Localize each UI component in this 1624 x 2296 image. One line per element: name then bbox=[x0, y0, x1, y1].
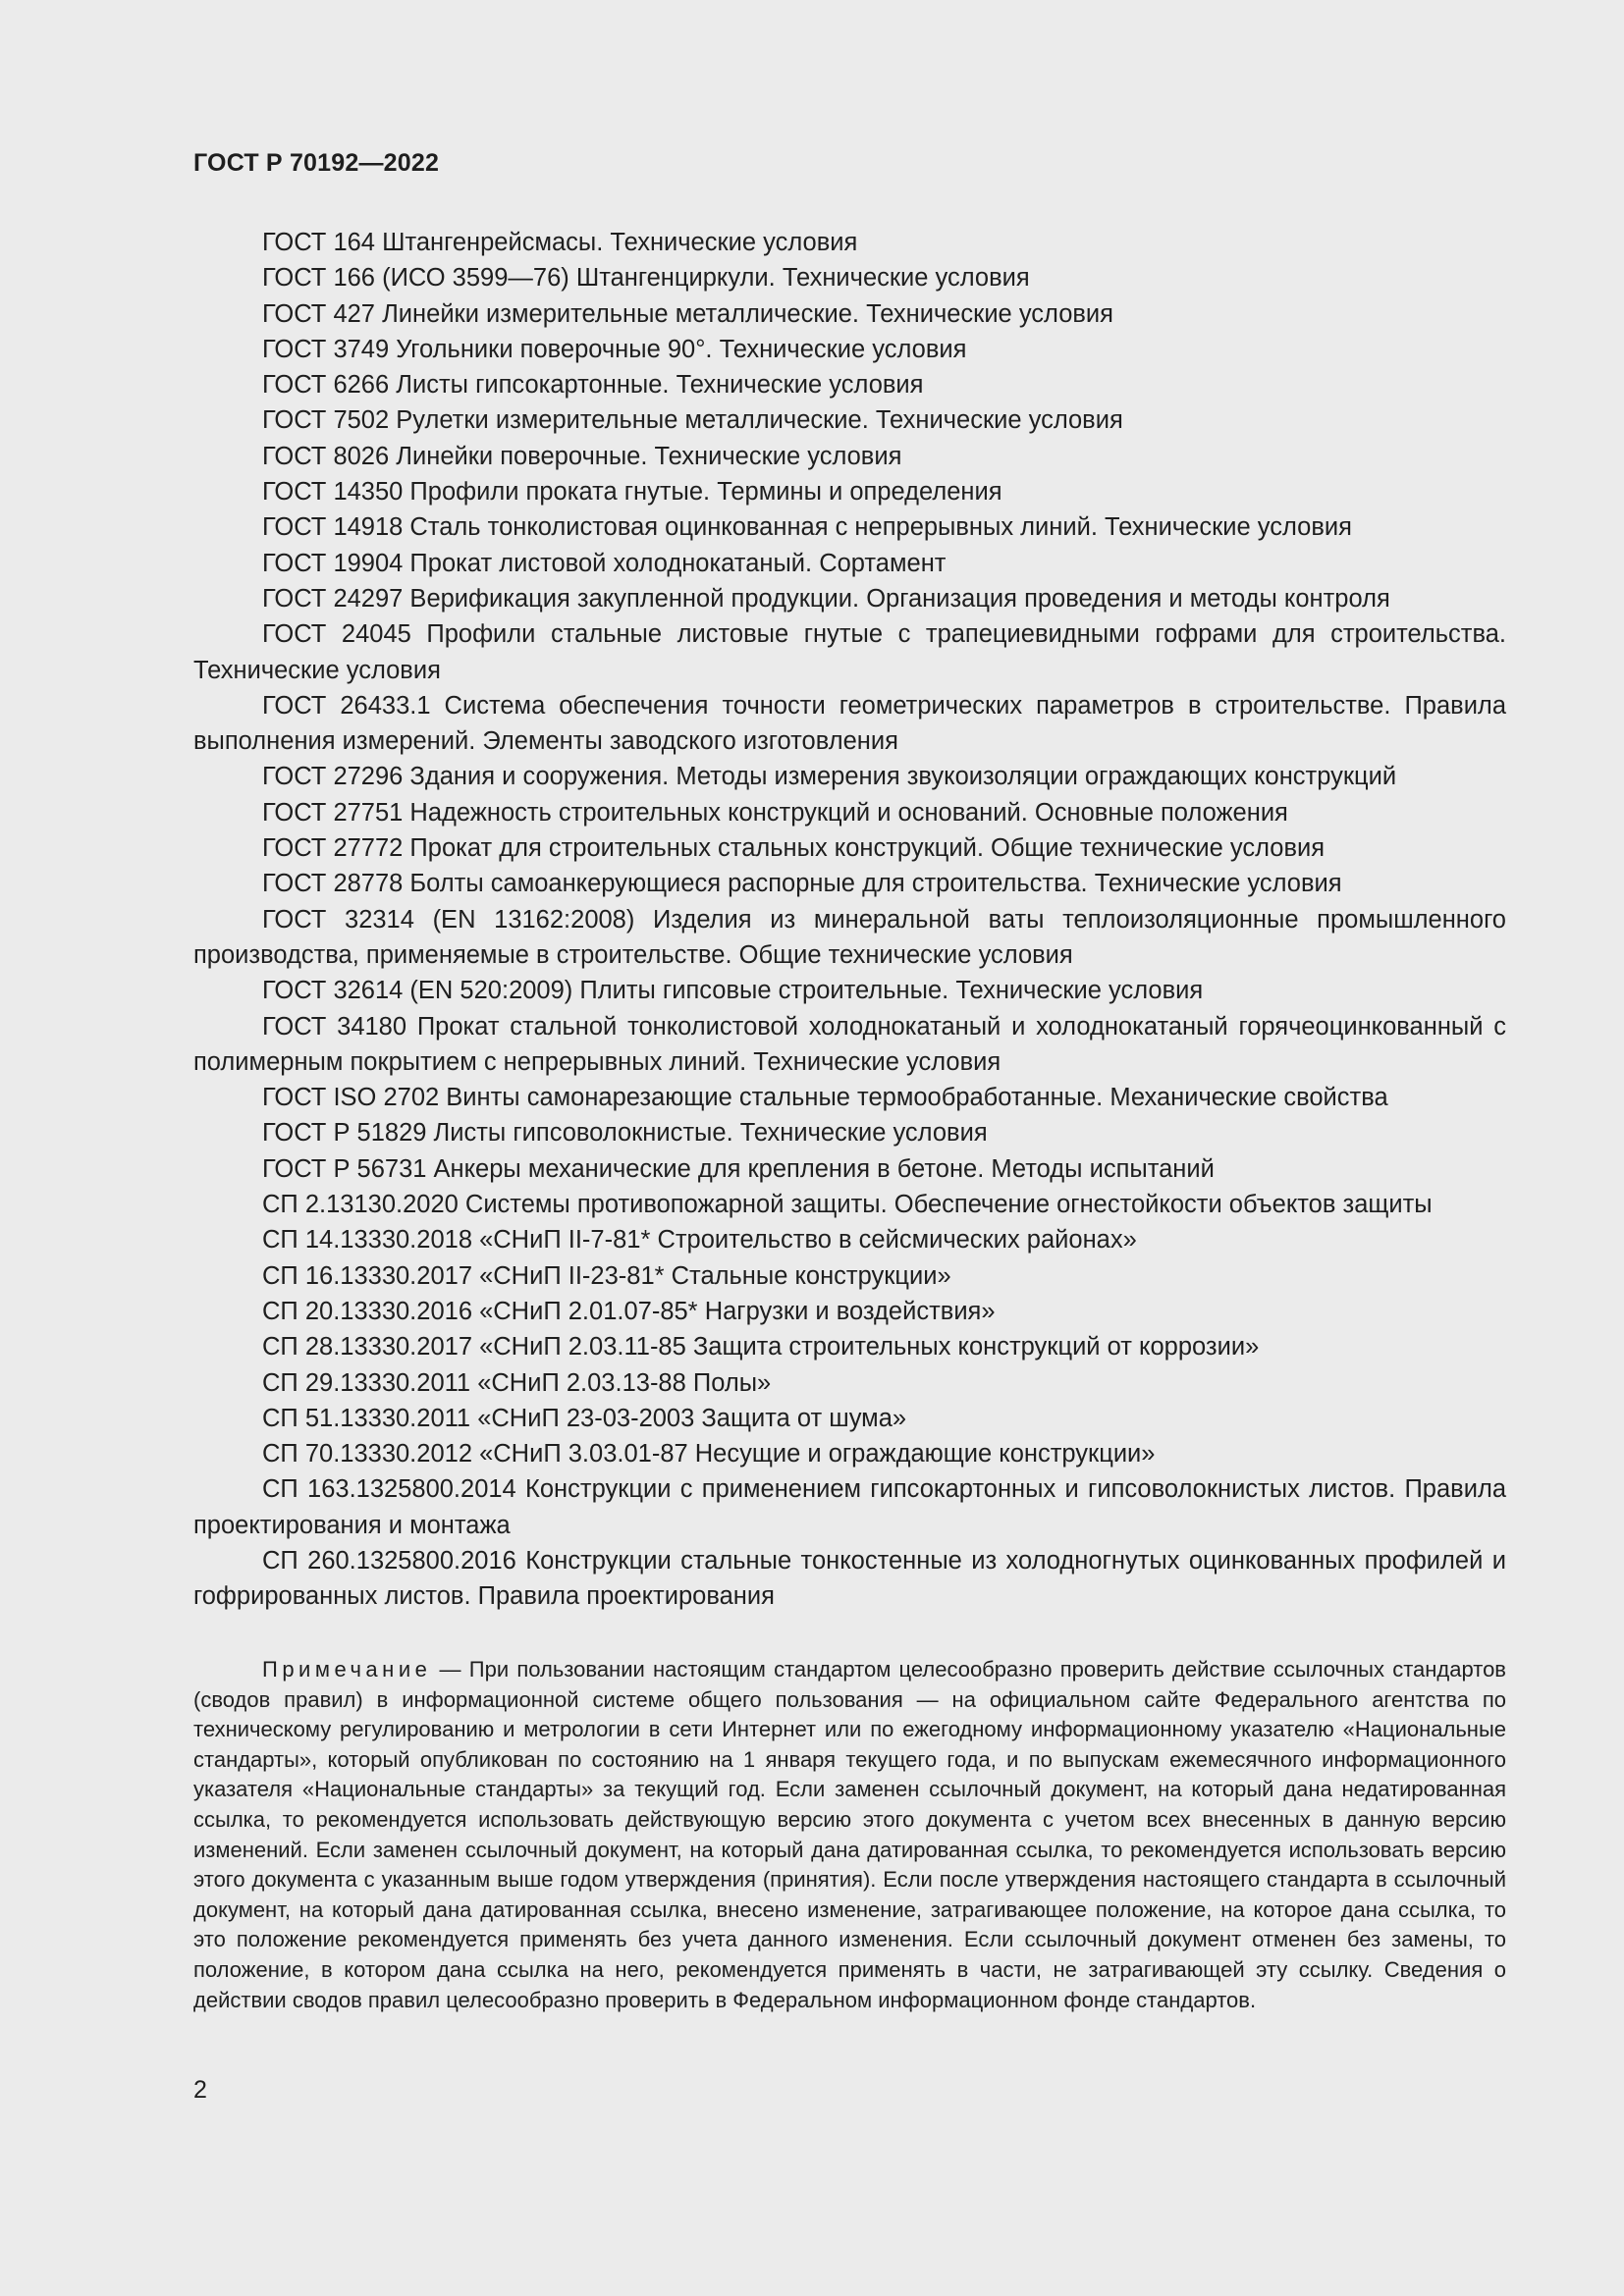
reference-item: ГОСТ 24045 Профили стальные листовые гнутые с трапециевидными гофрами для строительства. Технические условия bbox=[193, 620, 1506, 684]
reference-item: ГОСТ 164 Штангенрейсмасы. Технические условия bbox=[262, 229, 858, 256]
reference-item: ГОСТ 26433.1 Система обеспечения точности геометрических параметров в строительстве. Правила выполнения измерений. Элементы заводского изготовления bbox=[193, 691, 1506, 756]
reference-item: СП 28.13330.2017 «СНиП 2.03.11-85 Защита строительных конструкций от коррозии» bbox=[262, 1333, 1260, 1362]
reference-item: ГОСТ 7502 Рулетки измерительные металлические. Технические условия bbox=[262, 406, 1123, 435]
reference-item: ГОСТ 6266 Листы гипсокартонные. Технические условия bbox=[262, 371, 924, 400]
reference-item: ГОСТ 32314 (EN 13162:2008) Изделия из минеральной ваты теплоизоляционные промышленного производства, применяемые в строительстве. Общие технические условия bbox=[193, 905, 1506, 969]
reference-item: СП 20.13330.2016 «СНиП 2.01.07-85* Нагрузки и воздействия» bbox=[262, 1297, 996, 1325]
reference-item: ГОСТ 24297 Верификация закупленной продукции. Организация проведения и методы контроля bbox=[262, 584, 1390, 613]
note-paragraph bbox=[193, 1655, 1506, 2015]
reference-item: ГОСТ 27751 Надежность строительных конструкций и оснований. Основные положения bbox=[262, 798, 1288, 827]
reference-item: СП 14.13330.2018 «СНиП II-7-81* Строительство в сейсмических районах» bbox=[262, 1226, 1137, 1255]
note-label: Примечание bbox=[262, 1657, 432, 1682]
note-text: — При пользовании настоящим стандартом целесообразно проверить действие ссылочных стандартов (сводов правил) в информационной системе общего пользования — на официальном сайте Федерального агентства по техническому регулированию и метрологии в сети Интернет или по ежегодному информационному указателю «Национальные стандарты», который опубликован по состоянию на 1 января текущего года, и по выпускам ежемесячного информационного указателя «Национальные стандарты» за текущий год. Если заменен ссылочный документ, на который дана недатированная ссылка, то рекомендуется использовать действующую версию этого документа с учетом всех внесенных в данную версию изменений. Если заменен ссылочный документ, на который дана датированная ссылка, то рекомендуется использовать версию этого документа с указанным выше годом утверждения (принятия). Если после утверждения настоящего стандарта в ссылочный документ, на который дана датированная ссылка, внесено изменение, затрагивающее положение, на которое дана ссылка, то это положение рекомендуется применять без учета данного изменения. Если ссылочный документ отменен без замены, то положение, в котором дана ссылка на него, рекомендуется применять в части, не затрагивающей эту ссылку. Сведения о действии сводов правил целесообразно проверить в Федеральном информационном фонде стандартов. bbox=[193, 1657, 1506, 2012]
reference-item: ГОСТ 166 (ИСО 3599—76) Штангенциркули. Технические условия bbox=[262, 264, 1030, 293]
reference-item: ГОСТ 14350 Профили проката гнутые. Термины и определения bbox=[262, 478, 1002, 507]
reference-item: СП 29.13330.2011 «СНиП 2.03.13-88 Полы» bbox=[262, 1368, 772, 1397]
reference-item: ГОСТ 8026 Линейки поверочные. Технические условия bbox=[262, 442, 902, 470]
reference-item: ГОСТ 27772 Прокат для строительных стальных конструкций. Общие технические условия bbox=[262, 834, 1326, 863]
reference-item: СП 51.13330.2011 «СНиП 23-03-2003 Защита от шума» bbox=[262, 1404, 907, 1432]
reference-item: СП 16.13330.2017 «СНиП II-23-81* Стальные конструкции» bbox=[262, 1261, 951, 1290]
reference-item: ГОСТ 28778 Болты самоанкерующиеся распорные для строительства. Технические условия bbox=[262, 870, 1342, 898]
reference-item: ГОСТ Р 56731 Анкеры механические для крепления в бетоне. Методы испытаний bbox=[262, 1154, 1215, 1183]
page-number: 2 bbox=[193, 2076, 207, 2104]
reference-item: СП 163.1325800.2014 Конструкции с применением гипсокартонных и гипсоволокнистых листов. Правила проектирования и монтажа bbox=[193, 1475, 1506, 1539]
reference-item: СП 70.13330.2012 «СНиП 3.03.01-87 Несущие и ограждающие конструкции» bbox=[262, 1440, 1156, 1468]
reference-item: ГОСТ 27296 Здания и сооружения. Методы измерения звукоизоляции ограждающих конструкций bbox=[262, 763, 1397, 791]
document-designation: ГОСТ Р 70192—2022 bbox=[193, 149, 440, 177]
reference-item: ГОСТ 34180 Прокат стальной тонколистовой холоднокатаный и холоднокатаный горячеоцинкованный с полимерным покрытием с непрерывных линий. Технические условия bbox=[193, 1012, 1506, 1076]
reference-item: СП 260.1325800.2016 Конструкции стальные тонкостенные из холодногнутых оцинкованных профилей и гофрированных листов. Правила проектирования bbox=[193, 1546, 1506, 1611]
reference-item: ГОСТ 427 Линейки измерительные металлические. Технические условия bbox=[262, 299, 1113, 328]
reference-item: ГОСТ 3749 Угольники поверочные 90°. Технические условия bbox=[262, 335, 967, 363]
reference-item: СП 2.13130.2020 Системы противопожарной защиты. Обеспечение огнестойкости объектов защиты bbox=[262, 1191, 1433, 1219]
reference-item: ГОСТ Р 51829 Листы гипсоволокнистые. Технические условия bbox=[262, 1119, 988, 1148]
reference-item: ГОСТ 14918 Сталь тонколистовая оцинкованная с непрерывных линий. Технические условия bbox=[262, 513, 1352, 542]
reference-item: ГОСТ 32614 (EN 520:2009) Плиты гипсовые строительные. Технические условия bbox=[262, 977, 1204, 1005]
normative-references-list bbox=[193, 225, 1506, 1615]
reference-item: ГОСТ 19904 Прокат листовой холоднокатаный. Сортамент bbox=[262, 549, 947, 577]
reference-item: ГОСТ ISO 2702 Винты самонарезающие стальные термообработанные. Механические свойства bbox=[262, 1084, 1388, 1112]
